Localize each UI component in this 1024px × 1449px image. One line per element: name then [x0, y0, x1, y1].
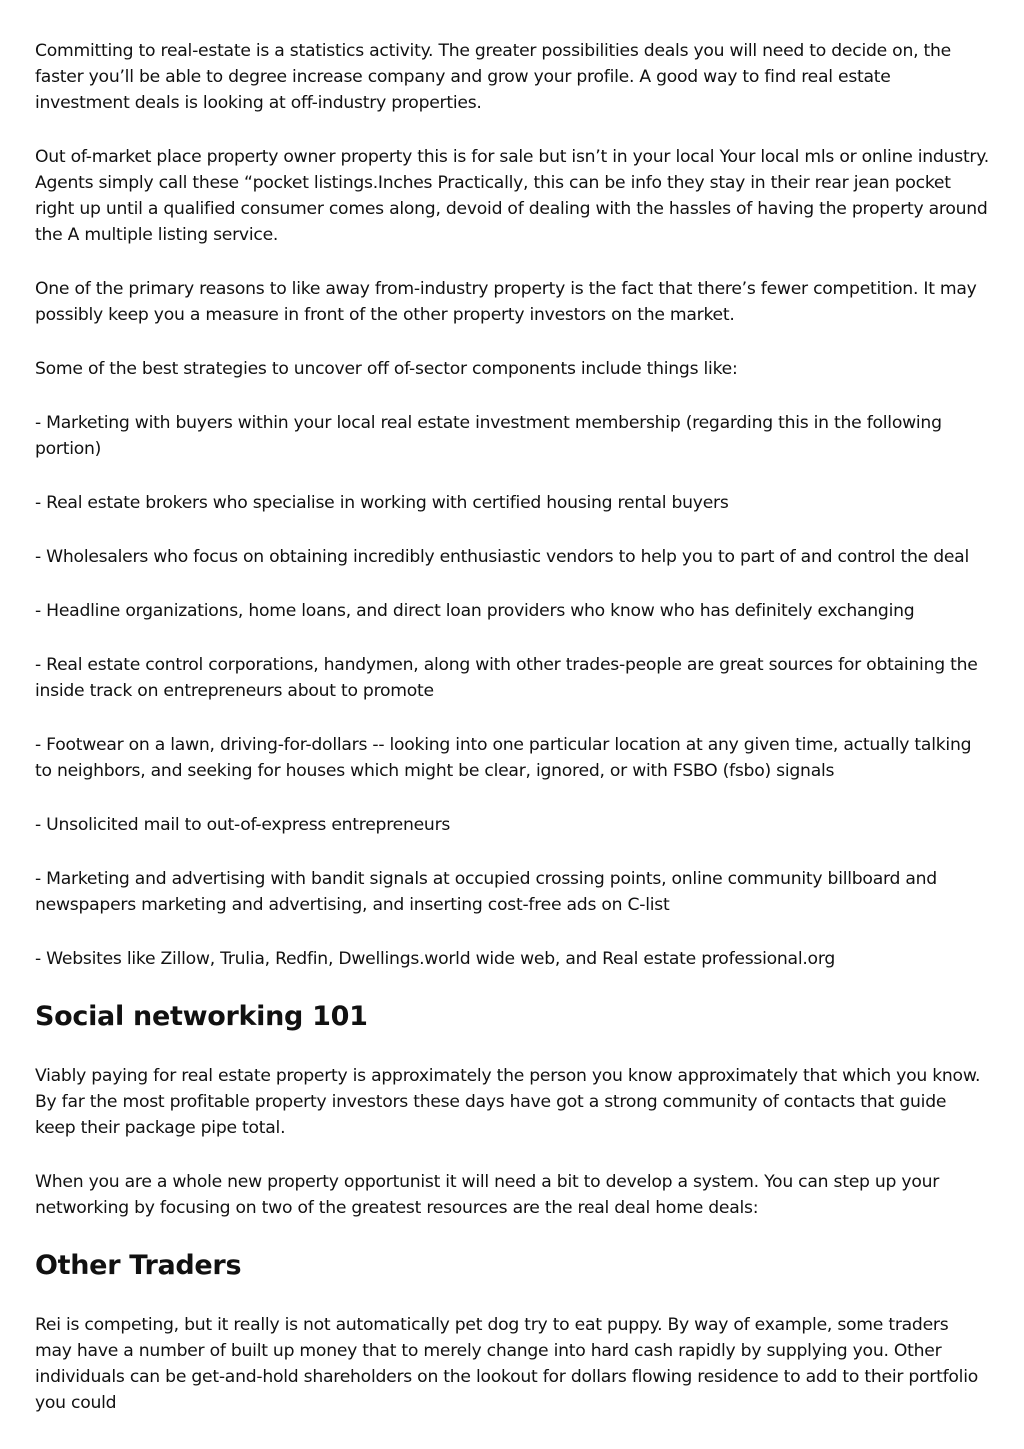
- section-heading-networking: Social networking 101: [35, 1001, 368, 1032]
- intro-paragraph: One of the primary reasons to like away from-industry property is the fact that there’s fewer competition. It may possibly keep you a measure in front of the other property investors on the market.: [35, 279, 977, 325]
- list-item: - Marketing with buyers within your local real estate investment membership (regarding this in the following portion): [35, 413, 942, 459]
- traders-paragraph: Rei is competing, but it really is not automatically pet dog try to eat puppy. By way of example, some traders may have a number of built up money that to merely change into hard cash rapidly by supplying you. Other individuals can be get-and-hold shareholders on the lookout for dollars flowing residence to add to their portfolio you could: [35, 1315, 978, 1413]
- list-item: - Unsolicited mail to out-of-express entrepreneurs: [35, 815, 451, 835]
- networking-paragraph: When you are a whole new property opportunist it will need a bit to develop a system. You can step up your networking by focusing on two of the greatest resources are the real deal home deals:: [35, 1172, 940, 1218]
- list-item: - Websites like Zillow, Trulia, Redfin, Dwellings.world wide web, and Real estate professional.org: [35, 949, 836, 969]
- list-item: - Headline organizations, home loans, and direct loan providers who know who has definitely exchanging: [35, 601, 915, 621]
- intro-paragraph: Out of-market place property owner property this is for sale but isn’t in your local Your local mls or online industry. Agents simply call these “pocket listings.Inches Practically, this can be info they stay in their rear jean pocket right up until a qualified consumer comes along, devoid of dealing with the hassles of having the property around the A multiple listing service.: [35, 147, 989, 245]
- document-page: [35, 38, 990, 1416]
- networking-paragraph: Viably paying for real estate property is approximately the person you know approximately that which you know. By far the most profitable property investors these days have got a strong community of contacts that guide keep their package pipe total.: [35, 1066, 981, 1138]
- intro-paragraph: Committing to real-estate is a statistics activity. The greater possibilities deals you will need to decide on, the faster you’ll be able to degree increase company and grow your profile. A good way to find real estate investment deals is looking at off-industry properties.: [35, 41, 951, 113]
- intro-paragraph: Some of the best strategies to uncover off of-sector components include things like:: [35, 359, 738, 379]
- list-item: - Wholesalers who focus on obtaining incredibly enthusiastic vendors to help you to part of and control the deal: [35, 547, 969, 567]
- list-item: - Real estate control corporations, handymen, along with other trades-people are great sources for obtaining the inside track on entrepreneurs about to promote: [35, 655, 978, 701]
- list-item: - Marketing and advertising with bandit signals at occupied crossing points, online community billboard and newspapers marketing and advertising, and inserting cost-free ads on C-list: [35, 869, 937, 915]
- list-item: - Footwear on a lawn, driving-for-dollars -- looking into one particular location at any given time, actually talking to neighbors, and seeking for houses which might be clear, ignored, or with FSBO (fsbo) signals: [35, 735, 972, 781]
- section-heading-traders: Other Traders: [35, 1250, 242, 1281]
- list-item: - Real estate brokers who specialise in working with certified housing rental buyers: [35, 493, 729, 513]
